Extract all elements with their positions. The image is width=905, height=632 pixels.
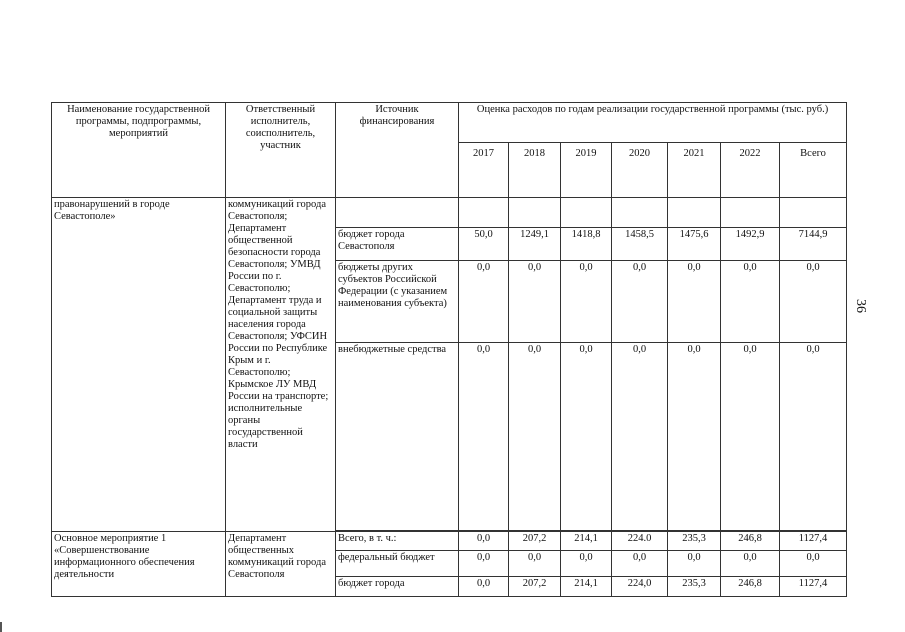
value-cell: 207,2 <box>509 532 561 551</box>
source-cell: бюджет города Севастополя <box>336 228 459 261</box>
value-cell: 7144,9 <box>780 228 847 261</box>
spacer-cell <box>561 198 612 228</box>
value-cell: 1127,4 <box>780 577 847 597</box>
value-cell: 0,0 <box>668 343 721 531</box>
year-2022: 2022 <box>721 143 780 198</box>
value-cell: 0,0 <box>612 343 668 531</box>
value-cell: 214,1 <box>561 532 612 551</box>
header-source: Источник финансирования <box>336 103 459 198</box>
year-2017: 2017 <box>459 143 509 198</box>
value-cell: 1249,1 <box>509 228 561 261</box>
value-cell: 0,0 <box>509 551 561 577</box>
value-cell: 246,8 <box>721 577 780 597</box>
block1-executor: коммуникаций города Севастополя; Департамент общественной безопасности города Севастополя; УМВД России по г. Севастополю; Департамент труда и социальной защиты населения города Севастополя; УФСИН России по Республике Крым и г. Севастополю; Крымское ЛУ МВД России на транспорте; исполнительные органы государственной власти <box>226 198 336 532</box>
value-cell: 1492,9 <box>721 228 780 261</box>
value-cell: 0,0 <box>459 551 509 577</box>
value-cell: 246,8 <box>721 532 780 551</box>
value-cell: 0,0 <box>668 261 721 343</box>
spacer-cell <box>780 198 847 228</box>
block2-executor: Департамент общественных коммуникаций города Севастополя <box>226 532 336 597</box>
value-cell: 0,0 <box>668 551 721 577</box>
scan-edge-mark <box>0 622 2 632</box>
source-cell: бюджет города <box>336 577 459 597</box>
spacer-cell <box>336 198 459 228</box>
value-cell: 0,0 <box>721 551 780 577</box>
value-cell: 0,0 <box>721 261 780 343</box>
page-number: 36 <box>853 299 868 313</box>
value-cell: 0,0 <box>561 343 612 531</box>
header-executor: Ответственный исполнитель, соисполнитель, участник <box>226 103 336 198</box>
value-cell: 1475,6 <box>668 228 721 261</box>
spacer-cell <box>721 198 780 228</box>
header-estimate: Оценка расходов по годам реализации государственной программы (тыс. руб.) <box>459 103 847 143</box>
header-name: Наименование государственной программы, подпрограммы, мероприятий <box>52 103 226 198</box>
source-cell: федеральный бюджет <box>336 551 459 577</box>
value-cell: 0,0 <box>780 343 847 531</box>
block2-name: Основное мероприятие 1 «Совершенствование информационного обеспечения деятельности <box>52 532 226 597</box>
source-cell: Всего, в т. ч.: <box>336 532 459 551</box>
value-cell: 0,0 <box>721 343 780 531</box>
source-cell: внебюджетные средства <box>336 343 459 531</box>
value-cell: 207,2 <box>509 577 561 597</box>
value-cell: 0,0 <box>459 532 509 551</box>
value-cell: 224,0 <box>612 577 668 597</box>
value-cell: 0,0 <box>612 261 668 343</box>
value-cell: 1127,4 <box>780 532 847 551</box>
value-cell: 0,0 <box>561 551 612 577</box>
spacer-cell <box>509 198 561 228</box>
value-cell: 214,1 <box>561 577 612 597</box>
year-2020: 2020 <box>612 143 668 198</box>
value-cell: 0,0 <box>612 551 668 577</box>
year-total: Всего <box>780 143 847 198</box>
source-cell: бюджеты других субъектов Российской Федерации (с указанием наименования субъекта) <box>336 261 459 343</box>
year-2019: 2019 <box>561 143 612 198</box>
table-row <box>52 532 847 551</box>
value-cell: 0,0 <box>509 343 561 531</box>
year-2018: 2018 <box>509 143 561 198</box>
spacer-row <box>52 198 847 228</box>
value-cell: 0,0 <box>509 261 561 343</box>
value-cell: 224.0 <box>612 532 668 551</box>
value-cell: 0,0 <box>459 577 509 597</box>
budget-table <box>51 102 847 597</box>
year-2021: 2021 <box>668 143 721 198</box>
value-cell: 1418,8 <box>561 228 612 261</box>
value-cell: 50,0 <box>459 228 509 261</box>
value-cell: 0,0 <box>459 343 509 531</box>
value-cell: 0,0 <box>780 261 847 343</box>
spacer-cell <box>612 198 668 228</box>
block1-name: правонарушений в городе Севастополе» <box>52 198 226 532</box>
value-cell: 1458,5 <box>612 228 668 261</box>
spacer-cell <box>668 198 721 228</box>
header-row <box>52 103 847 143</box>
value-cell: 0,0 <box>561 261 612 343</box>
value-cell: 0,0 <box>459 261 509 343</box>
value-cell: 0,0 <box>780 551 847 577</box>
value-cell: 235,3 <box>668 532 721 551</box>
spacer-cell <box>459 198 509 228</box>
value-cell: 235,3 <box>668 577 721 597</box>
